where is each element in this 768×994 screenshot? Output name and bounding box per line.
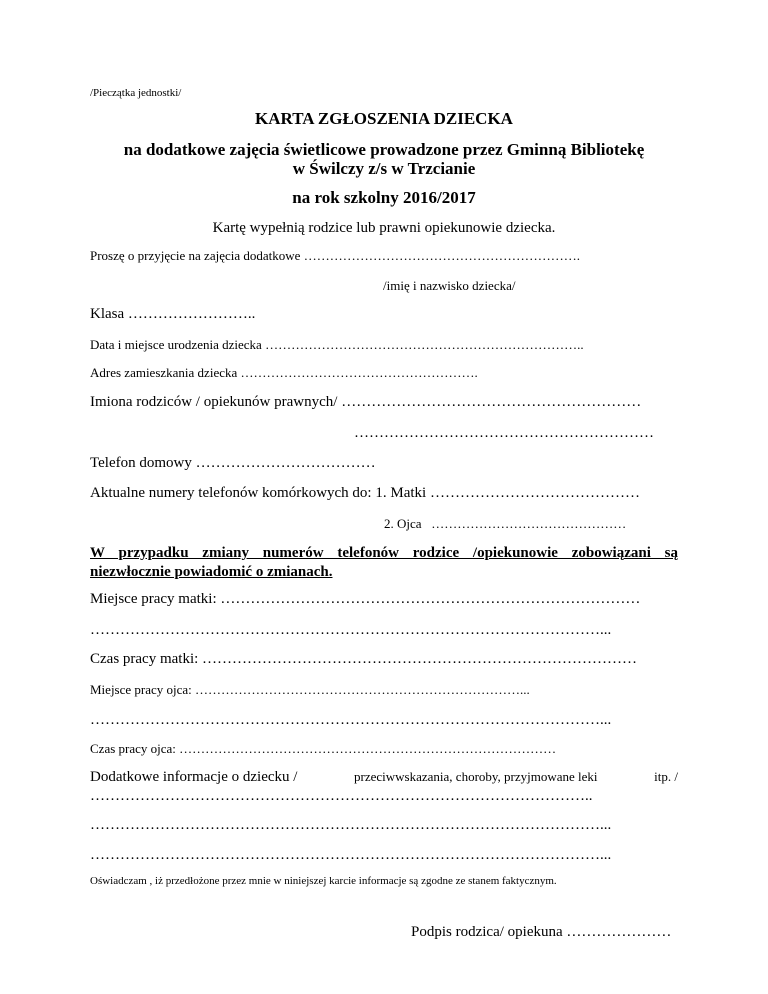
extra-info-field[interactable] xyxy=(90,770,678,785)
mother-hours-label: Czas pracy matki: xyxy=(90,651,199,667)
request-dots: ………………………………………………………. xyxy=(303,248,580,263)
mother-work-label: Miejsce pracy matki: xyxy=(90,591,217,607)
signature-dots: ………………… xyxy=(566,924,672,940)
mobile-mother-dots: …………………………………… xyxy=(429,485,640,501)
parents-dots-continued[interactable]: …………………………………………………… xyxy=(354,425,654,441)
school-year: na rok szkolny 2016/2017 xyxy=(292,188,476,207)
mother-work-field[interactable] xyxy=(90,592,640,607)
class-label: Klasa xyxy=(90,306,125,322)
mother-work-dots: ………………………………………………………………………… xyxy=(220,591,641,607)
extra-info-dots-2[interactable]: …………………………………………………………………………………………... xyxy=(90,817,612,833)
stamp-placeholder: /Pieczątka jednostki/ xyxy=(90,87,182,99)
declaration-text: Oświadczam , iż przedłożone przez mnie w niniejszej karcie informacje są zgodne ze stanem faktycznym. xyxy=(90,875,557,887)
class-dots: …………………….. xyxy=(127,306,256,322)
phone-home-field[interactable] xyxy=(90,456,376,471)
notice-line1: W przypadku zmiany numerów telefonów rodzice /opiekunowie zobowiązani są xyxy=(90,545,678,561)
extra-info-label-b: przeciwwskazania, choroby, przyjmowane leki xyxy=(354,769,598,784)
phone-home-label: Telefon domowy xyxy=(90,455,192,471)
phone-change-notice xyxy=(90,544,678,582)
notice-line2: niezwłocznie powiadomić o zmianach. xyxy=(90,564,333,580)
signature-field[interactable] xyxy=(411,925,671,940)
mobile-father-field[interactable] xyxy=(384,517,626,530)
child-name-caption: /imię i nazwisko dziecka/ xyxy=(383,278,516,293)
parents-label: Imiona rodziców / opiekunów prawnych/ xyxy=(90,394,338,410)
document-subtitle-line2: w Świlczy z/s w Trzcianie xyxy=(292,159,476,178)
birth-dots: ……………………………………………………………….. xyxy=(265,337,584,352)
mobile-mother-field[interactable] xyxy=(90,486,640,501)
mobile-label: Aktualne numery telefonów komórkowych do: 1. Matki xyxy=(90,485,427,501)
extra-info-label-a: Dodatkowe informacje o dziecku / xyxy=(90,769,298,785)
parents-dots: …………………………………………………… xyxy=(341,394,642,410)
father-work-label: Miejsce pracy ojca: xyxy=(90,682,192,697)
father-work-dots-continued[interactable]: …………………………………………………………………………………………... xyxy=(90,712,612,728)
extra-info-label-c: itp. / xyxy=(654,769,678,784)
address-field[interactable] xyxy=(90,366,478,379)
birth-field[interactable] xyxy=(90,338,584,351)
request-label: Proszę o przyjęcie na zajęcia dodatkowe xyxy=(90,248,301,263)
father-hours-label: Czas pracy ojca: xyxy=(90,741,176,756)
mother-hours-dots: …………………………………………………………………………… xyxy=(202,651,638,667)
document-subtitle-line1: na dodatkowe zajęcia świetlicowe prowadzone przez Gminną Bibliotekę xyxy=(123,140,645,159)
mobile-father-dots: ……………………………………… xyxy=(431,516,627,531)
mother-work-dots-continued[interactable]: …………………………………………………………………………………………... xyxy=(90,622,612,638)
instruction-text: Kartę wypełnią rodzice lub prawni opiekunowie dziecka. xyxy=(212,220,556,236)
parents-field[interactable] xyxy=(90,395,641,410)
signature-label: Podpis rodzica/ opiekuna xyxy=(411,924,563,940)
birth-label: Data i miejsce urodzenia dziecka xyxy=(90,337,262,352)
phone-home-dots: ……………………………… xyxy=(195,455,376,471)
father-work-field[interactable] xyxy=(90,683,530,696)
request-field[interactable] xyxy=(90,249,580,262)
extra-info-dots-1[interactable]: ……………………………………………………………………………………….. xyxy=(90,788,593,804)
mobile-father-label: 2. Ojca xyxy=(384,516,422,531)
father-hours-dots: …………………………………………………………………………… xyxy=(179,741,557,756)
class-field[interactable] xyxy=(90,307,255,322)
document-title: KARTA ZGŁOSZENIA DZIECKA xyxy=(255,109,513,128)
extra-info-dots-3[interactable]: …………………………………………………………………………………………... xyxy=(90,847,612,863)
mother-hours-field[interactable] xyxy=(90,652,637,667)
address-label: Adres zamieszkania dziecka xyxy=(90,365,238,380)
father-work-dots: …………………………………………………………………... xyxy=(195,682,530,697)
father-hours-field[interactable] xyxy=(90,742,556,755)
address-dots: ………………………………………………. xyxy=(240,365,478,380)
